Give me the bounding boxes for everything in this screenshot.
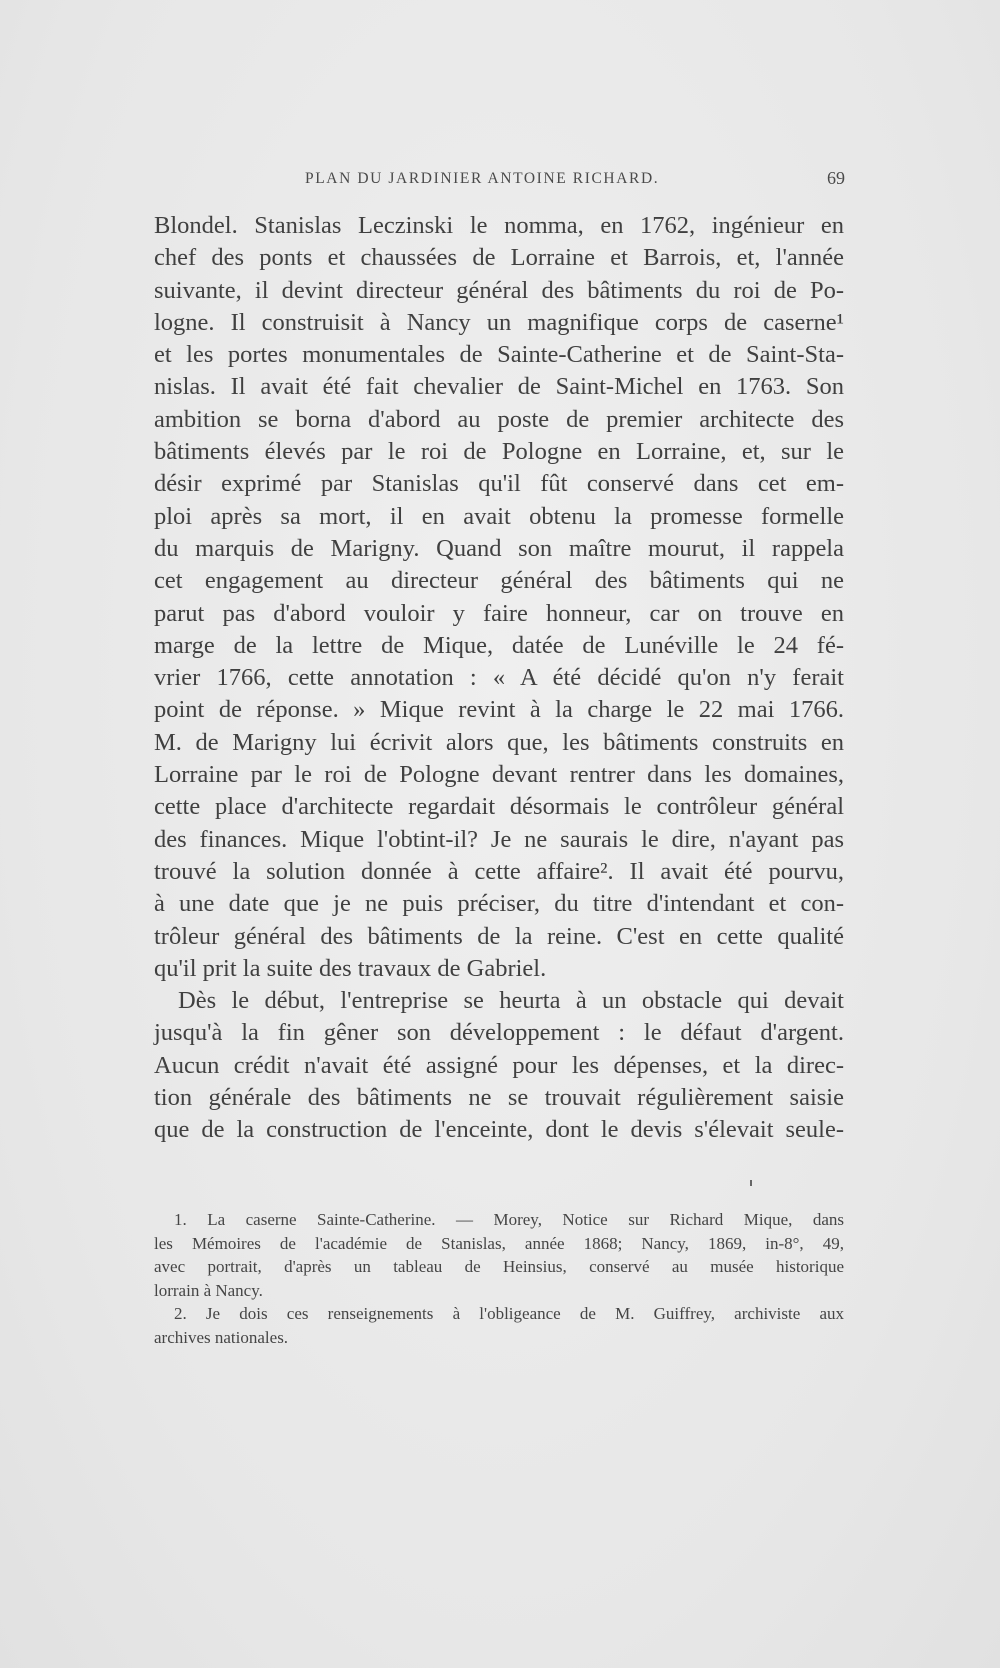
text-line: Blondel. Stanislas Leczinski le nomma, en 1762, ingénieur en xyxy=(154,212,844,239)
text-line: suivante, il devint directeur général des bâtiments du roi de Po- xyxy=(154,276,844,304)
text-line: marge de la lettre de Mique, datée de Lunéville le 24 fé- xyxy=(154,631,844,659)
text-line: tion générale des bâtiments ne se trouvait régulièrement saisie xyxy=(154,1084,844,1112)
running-header xyxy=(150,168,845,192)
text-line: à une date que je ne puis préciser, du titre d'intendant et con- xyxy=(154,890,844,918)
footnote-2-line: archives nationales. xyxy=(154,1327,289,1347)
footnotes xyxy=(154,1208,844,1349)
text-line: trôleur général des bâtiments de la reine. C'est en cette qualité xyxy=(154,922,844,950)
paragraph-end-line: qu'il prit la suite des travaux de Gabriel. xyxy=(154,954,547,982)
text-line: vrier 1766, cette annotation : « A été décidé qu'on n'y ferait xyxy=(154,664,844,692)
text-line: point de réponse. » Mique revint à la charge le 22 mai 1766. xyxy=(154,696,844,724)
footnote-1-line: 1. La caserne Sainte-Catherine. — Morey, Notice sur Richard Mique, dans xyxy=(174,1210,844,1229)
text-line: trouvé la solution donnée à cette affaire². Il avait été pourvu, xyxy=(154,857,844,885)
text-line: nislas. Il avait été fait chevalier de Saint-Michel en 1763. Son xyxy=(154,373,844,401)
text-line: jusqu'à la fin gêner son développement : le défaut d'argent. xyxy=(154,1019,844,1047)
text-line: cette place d'architecte regardait désormais le contrôleur général xyxy=(154,793,844,821)
text-line: Aucun crédit n'avait été assigné pour les dépenses, et la direc- xyxy=(154,1051,844,1079)
text-line: bâtiments élevés par le roi de Pologne en Lorraine, et, sur le xyxy=(154,438,844,466)
footnote-1-line: avec portrait, d'après un tableau de Heinsius, conservé au musée historique xyxy=(154,1257,844,1276)
page-number: 69 xyxy=(827,168,845,188)
footnote-1-line: lorrain à Nancy. xyxy=(154,1280,263,1300)
text-line: parut pas d'abord vouloir y faire honneur, car on trouve en xyxy=(154,599,844,627)
text-line: M. de Marigny lui écrivit alors que, les bâtiments construits en xyxy=(154,728,844,756)
text-line: Lorraine par le roi de Pologne devant rentrer dans les domaines, xyxy=(154,761,844,789)
footnote-1-line: les Mémoires de l'académie de Stanislas, année 1868; Nancy, 1869, in-8°, 49, xyxy=(154,1233,844,1253)
text-line: cet engagement au directeur général des bâtiments qui ne xyxy=(154,567,844,595)
text-line: et les portes monumentales de Sainte-Catherine et de Saint-Sta- xyxy=(154,341,844,369)
text-line: des finances. Mique l'obtint-il? Je ne saurais le dire, n'ayant pas xyxy=(154,825,844,853)
running-title: PLAN DU JARDINIER ANTOINE RICHARD. xyxy=(305,170,660,187)
paragraph-start-line: Dès le début, l'entreprise se heurta à un obstacle qui devait xyxy=(178,987,844,1015)
text-line: ploi après sa mort, il en avait obtenu la promesse formelle xyxy=(154,502,844,530)
text-line: que de la construction de l'enceinte, dont le devis s'élevait seule- xyxy=(154,1116,844,1144)
footnote-2-line: 2. Je dois ces renseignements à l'obligeance de M. Guiffrey, archiviste aux xyxy=(174,1304,844,1323)
main-text xyxy=(154,210,844,1147)
text-line: du marquis de Marigny. Quand son maître mourut, il rappela xyxy=(154,534,844,562)
text-line: chef des ponts et chaussées de Lorraine et Barrois, et, l'année xyxy=(154,244,844,272)
print-mark xyxy=(750,1180,752,1186)
text-line: logne. Il construisit à Nancy un magnifique corps de caserne¹ xyxy=(154,308,844,336)
text-line: ambition se borna d'abord au poste de premier architecte des xyxy=(154,405,844,433)
text-line: désir exprimé par Stanislas qu'il fût conservé dans cet em- xyxy=(154,470,844,498)
